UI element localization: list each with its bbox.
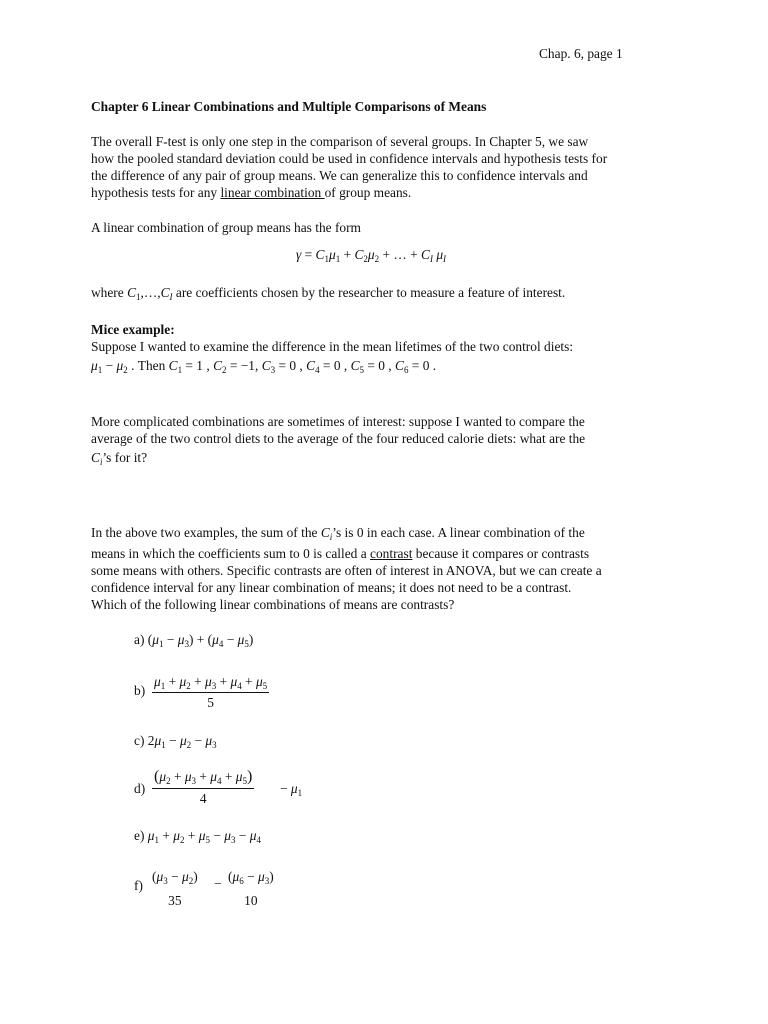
where-pre: where [91, 285, 128, 300]
contrast-line-2b: because it compares or contrasts [412, 546, 590, 561]
contrast-line-3: some means with others. Specific contrasts are often of interest in ANOVA, but we can create a [91, 563, 602, 578]
contrast-line-5: Which of the following linear combinations of means are contrasts? [91, 597, 455, 612]
contrast-line-1a: In the above two examples, the sum of the [91, 525, 321, 540]
option-d-tail: − $\mu_1$ [280, 781, 303, 798]
page-label: Chap. 6, page 1 [539, 46, 623, 61]
option-d-denominator: 4 [199, 791, 207, 806]
complicated-line-3-text: ’s for it? [102, 450, 148, 465]
option-b-label: b) [134, 683, 146, 698]
option-c: c) $2\mu_1 - \mu_2 - \mu_3$ [134, 733, 217, 750]
option-f-fraction-1 [150, 869, 200, 909]
option-e: e) $\mu_1 + \mu_2 + \mu_5 - \mu_3 - \mu_4$ [134, 828, 261, 845]
mice-heading: Mice example: [91, 322, 175, 337]
option-f-fraction-2 [226, 869, 276, 909]
option-d-fraction [152, 768, 254, 807]
option-f-minus: − [214, 876, 222, 891]
mice-line-2: $\mu_1 - \mu_2$ . Then $C_1 = 1$ , $C_2 = -1$, $C_3 = 0$ , $C_4 = 0$ , $C_5 = 0$ , $C_6 = 0$ . [91, 358, 437, 375]
option-d-label: d) [134, 781, 146, 796]
option-f-numerator-1: $(\mu_3 - \mu_2)$ [152, 869, 198, 886]
option-f-label: f) [134, 878, 143, 893]
intro-line-2: how the pooled standard deviation could be used in confidence intervals and hypothesis tests for [91, 151, 608, 166]
contrast-line-1b: ’s is 0 in each case. A linear combination of the [332, 525, 585, 540]
where-line: where $C_1,\dots,C_I$ are coefficients chosen by the researcher to measure a feature of interest. [91, 285, 566, 302]
option-b-denominator: 5 [207, 695, 214, 710]
option-b-fraction [152, 674, 269, 711]
contrast-line-1: In the above two examples, the sum of the $C_i’s$ is 0 in each case. A linear combination of the [91, 525, 585, 542]
complicated-line-1: More complicated combinations are sometimes of interest: suppose I wanted to compare the [91, 414, 585, 429]
intro-line-4-end: of group means. [324, 185, 412, 200]
option-b-numerator: $\mu_1 + \mu_2 + \mu_3 + \mu_4 + \mu_5$ [154, 674, 268, 691]
intro-line-3: the difference of any pair of group means. We can generalize this to confidence intervals and [91, 168, 588, 183]
intro-line-4-text: hypothesis tests for any [91, 185, 221, 200]
chapter-title: Chapter 6 Linear Combinations and Multiple Comparisons of Means [91, 99, 487, 114]
contrast-line-2a: means in which the coefficients sum to 0 is called a [91, 546, 371, 561]
option-a: a) $(\mu_1 - \mu_3) + (\mu_4 - \mu_5)$ [134, 632, 254, 649]
mice-line-1: Suppose I wanted to examine the difference in the mean lifetimes of the two control diets: [91, 339, 574, 354]
contrast-line-4: confidence interval for any linear combination of means; it does not need to be a contrast. [91, 580, 572, 595]
complicated-line-3: $C_i’s$ for it? [91, 450, 148, 467]
where-post: are coefficients chosen by the researcher to measure a feature of interest. [172, 285, 566, 300]
intro-line-1: The overall F-test is only one step in the comparison of several groups. In Chapter 5, we saw [91, 134, 589, 149]
option-f-numerator-2: $(\mu_6 - \mu_3)$ [228, 869, 274, 886]
intro-line-4 [91, 184, 411, 201]
option-f-denominator-2: 10 [244, 893, 258, 908]
linear-combination-formula: $\gamma = C_1\mu_1 + C_2\mu_2$ + … + $C_I$ $\mu_I$ [296, 247, 447, 264]
linear-combination-term: linear combination [220, 185, 325, 200]
option-f-denominator-1: 35 [168, 893, 182, 908]
complicated-line-2: average of the two control diets to the average of the four reduced calorie diets: what are the [91, 431, 586, 446]
form-sentence: A linear combination of group means has the form [91, 220, 361, 235]
option-d-numerator: $(\mu_2 + \mu_3 + \mu_4 + \mu_5)$ [152, 768, 254, 789]
contrast-line-2 [91, 545, 589, 562]
contrast-term: contrast [370, 546, 413, 561]
